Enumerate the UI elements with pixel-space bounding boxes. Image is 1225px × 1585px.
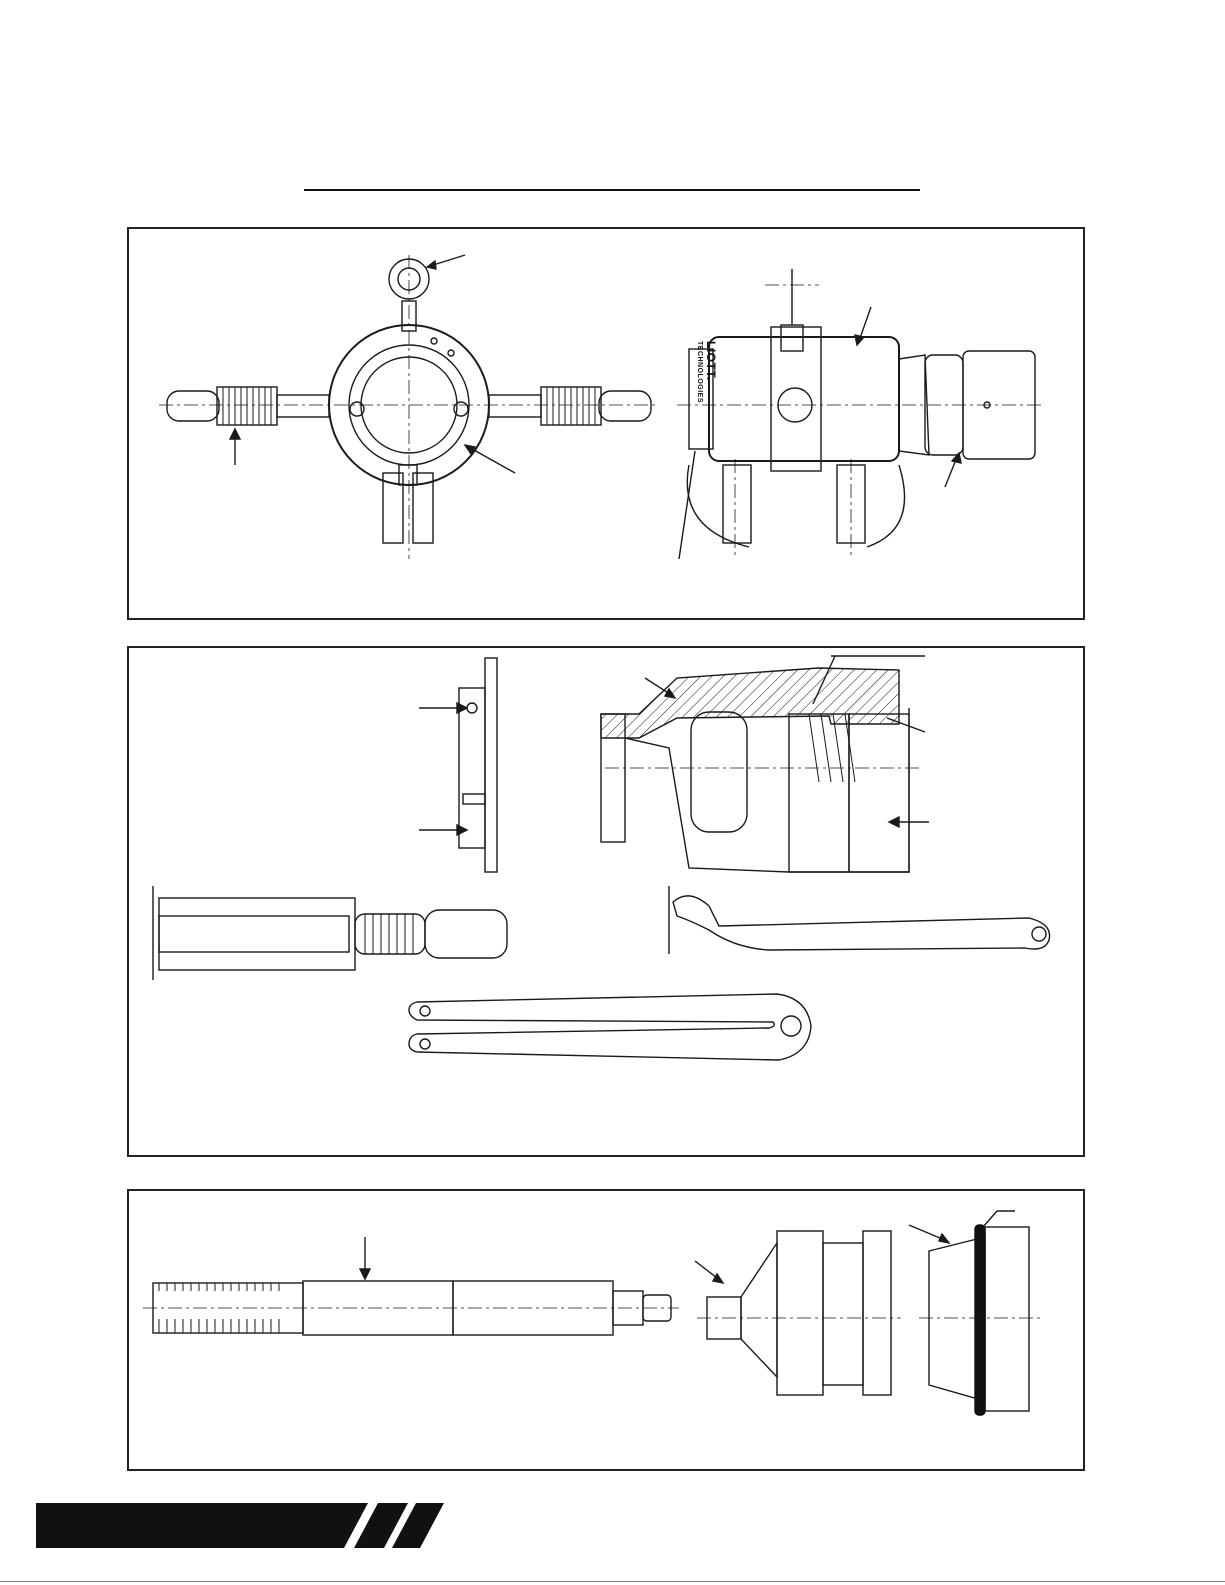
handle-tool	[153, 886, 507, 980]
adapter-with-o-ring	[909, 1211, 1041, 1415]
sectioned-body	[601, 656, 929, 872]
front-view	[159, 255, 659, 559]
adapter-stepped	[695, 1231, 901, 1395]
side-view	[677, 269, 1041, 559]
brand-mark: LIOTT.	[704, 341, 718, 381]
brand-sub: TECHNOLOGIES	[696, 341, 703, 404]
section-title-rule	[304, 189, 920, 191]
tap-adapters-drawing	[129, 1191, 1087, 1473]
footer-stripe-bar	[36, 1503, 444, 1548]
panel-tool-assembly	[127, 227, 1085, 620]
pin-spanner	[409, 994, 811, 1060]
panel-components	[127, 646, 1085, 1157]
assembly-drawing	[129, 229, 1087, 622]
hook-spanner	[669, 886, 1050, 954]
components-drawing	[129, 648, 1087, 1159]
page-bottom-rule	[0, 1581, 1225, 1582]
panel-tap-adapters	[127, 1189, 1085, 1471]
tap	[143, 1237, 679, 1335]
plate-bracket	[419, 658, 497, 872]
